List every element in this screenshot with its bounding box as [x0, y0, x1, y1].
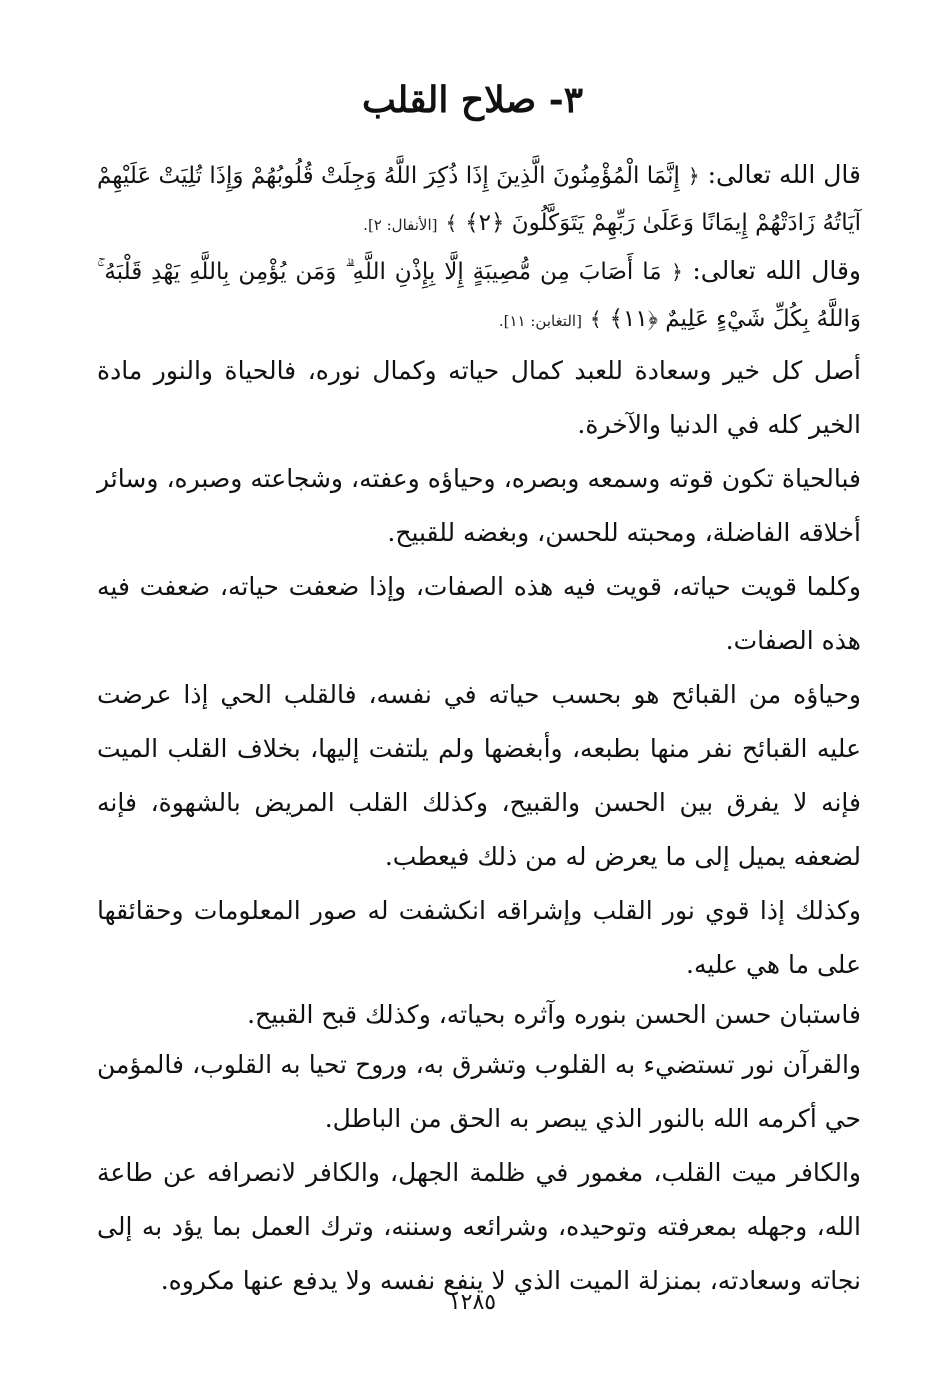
page-number: ١٢٨٥: [448, 1290, 497, 1315]
quote-close-bracket: ﴾: [445, 211, 458, 235]
paragraph: وكذلك إذا قوي نور القلب وإشراقه انكشفت له صور المعلومات وحقائقها على ما هي عليه.: [97, 896, 861, 979]
paragraph: والكافر ميت القلب، مغمور في ظلمة الجهل، والكافر لانصرافه عن طاعة الله، وجهله بمعرفته وتوحيده، وشرائعه وسننه، وترك العمل بما يؤد به إلى نجاته وسعادته، بمنزلة الميت الذي لا ينفع نفسه ولا يدفع عنها مكروه.: [97, 1158, 861, 1295]
paragraph: والقرآن نور تستضيء به القلوب وتشرق به، وروح تحيا به القلوب، فالمؤمن حي أكرمه الله بالنور الذي يبصر به الحق من الباطل.: [97, 1050, 861, 1133]
verse-citation: [الأنفال: ٢].: [363, 216, 438, 234]
quran-verse: إِنَّمَا الْمُؤْمِنُونَ الَّذِينَ إِذَا ذُكِرَ اللَّهُ وَجِلَتْ قُلُوبُهُمْ وَإِذَا تُلِيَتْ عَلَيْهِمْ آيَاتُهُ زَادَتْهُمْ إِيمَانًا وَعَلَىٰ رَبِّهِمْ يَتَوَكَّلُونَ ﴿٢﴾: [97, 163, 861, 236]
quote-intro: وقال الله تعالى:: [682, 256, 861, 285]
quote-open-bracket: ﴿: [671, 260, 683, 284]
quote-open-bracket: ﴿: [687, 164, 700, 188]
quote-intro: قال الله تعالى:: [699, 160, 861, 189]
paragraph: فاستبان حسن الحسن بنوره وآثره بحياته، وكذلك قبح القبيح.: [247, 1000, 861, 1029]
verse-citation: [التغابن: ١١].: [498, 312, 582, 330]
section-title: ٣- صلاح القلب: [361, 79, 584, 121]
quran-verse: مَا أَصَابَ مِن مُّصِيبَةٍ إِلَّا بِإِذْنِ اللَّهِ ۗ وَمَن يُؤْمِن بِاللَّهِ يَهْدِ قَلْبَهُ ۚ وَاللَّهُ بِكُلِّ شَيْءٍ عَلِيمٌ ﴿١١﴾: [97, 259, 861, 332]
paragraph: وكلما قويت حياته، قويت فيه هذه الصفات، وإذا ضعفت حياته، ضعفت فيه هذه الصفات.: [97, 572, 861, 655]
quran-quote-1: [97, 152, 861, 248]
quote-close-bracket: ﴾: [589, 307, 602, 331]
paragraph: فبالحياة تكون قوته وسمعه وبصره، وحياؤه وعفته، وشجاعته وصبره، وسائر أخلاقه الفاضلة، ومحبته للحسن، وبغضه للقبيح.: [97, 464, 861, 547]
body-text: [97, 152, 861, 1308]
quran-quote-2: [97, 248, 861, 344]
paragraph: وحياؤه من القبائح هو بحسب حياته في نفسه، فالقلب الحي إذا عرضت عليه القبائح نفر منها بطبعه، وأبغضها ولم يلتفت إليها، بخلاف القلب الميت فإنه لا يفرق بين الحسن والقبيح، وكذلك القلب المريض بالشهوة، فإنه لضعفه يميل إلى ما يعرض له من ذلك فيعطب.: [97, 680, 861, 871]
paragraph: أصل كل خير وسعادة للعبد كمال حياته وكمال نوره، فالحياة والنور مادة الخير كله في الدنيا والآخرة.: [97, 356, 861, 439]
